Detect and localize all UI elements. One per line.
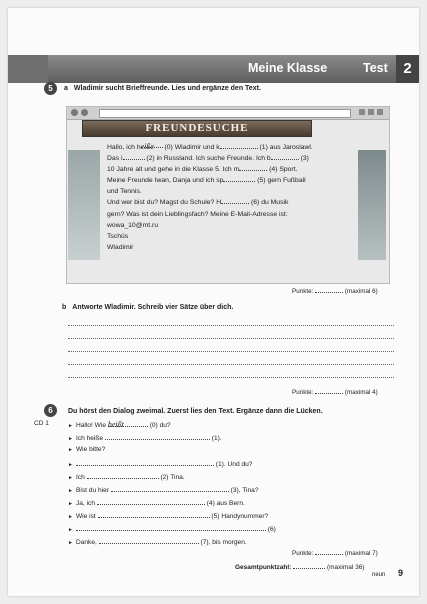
points-5b-field[interactable]: [315, 387, 343, 394]
gap-2[interactable]: [123, 153, 145, 160]
page-word: neun: [372, 572, 386, 578]
close-icon: [377, 109, 383, 115]
writing-line[interactable]: [68, 363, 394, 365]
task-letter-a: a: [64, 85, 68, 92]
letter-line: Hallo, ich heiße (0) Wladimir und k (1) aus Jaroslawl.: [107, 142, 313, 151]
browser-toolbar: [67, 107, 389, 120]
dialog-line: ► Ich (2) Tina.: [68, 474, 185, 481]
handwritten-answer: eiße: [140, 142, 154, 151]
exercise-5-number-icon: 5: [44, 82, 57, 95]
address-bar: [99, 109, 351, 118]
dialog-line: ► Hallo! Wie heißt (0) du?: [68, 420, 171, 429]
task-b-text: Antworte Wladimir. Schreib vier Sätze über dich.: [72, 304, 234, 311]
writing-line[interactable]: [68, 337, 394, 339]
gap-3[interactable]: [271, 153, 299, 160]
total-points: Gesamtpunktzahl: (maximal 36): [235, 564, 365, 571]
minimize-icon: [359, 109, 365, 115]
header-test-label: Test: [363, 61, 388, 75]
dialog-line: ► Wie bitte?: [68, 446, 106, 453]
letter-line: wowa_10@mt.ru: [107, 221, 159, 229]
header-test-number: 2: [396, 55, 419, 83]
test-header: [8, 55, 419, 83]
exercise-6-number-icon: 6: [44, 404, 57, 417]
letter-line: gern? Was ist dein Lieblingsfach? Meine E-Mail-Adresse ist:: [107, 210, 288, 218]
maximize-icon: [368, 109, 374, 115]
writing-line[interactable]: [68, 350, 394, 352]
letter-line: Und wer bist du? Magst du Schule? H (6) du Musik: [107, 199, 289, 207]
task-a-text: Wladimir sucht Brieffreunde. Lies und ergänze den Text.: [73, 85, 261, 92]
page-number: 9: [398, 568, 404, 578]
dialog-line: ► Danke, (7), bis morgen.: [68, 539, 247, 546]
gap-d4[interactable]: [97, 498, 205, 505]
points-6: Punkte: (maximal 7): [292, 550, 378, 557]
task-letter-b: b: [62, 304, 67, 311]
decorative-photo-left: [68, 150, 100, 260]
dialog-line: ► Ja, ich (4) aus Bern.: [68, 500, 245, 507]
cd-track-label: CD 1: [34, 420, 49, 427]
gap-d3[interactable]: [111, 485, 229, 492]
dialog-line: ► Ich heiße (1).: [68, 435, 222, 442]
letter-line: Meine Freunde Iwan, Danja und ich sp (5) gern Fußball: [107, 177, 306, 185]
gap-5[interactable]: [223, 175, 255, 182]
back-icon: [71, 109, 78, 116]
points-5b: Punkte: (maximal 4): [292, 389, 378, 396]
letter-line: Wladimir: [107, 243, 134, 251]
forward-icon: [81, 109, 88, 116]
gap-d2[interactable]: [87, 472, 159, 479]
workbook-page: [8, 8, 419, 596]
points-5a: Punkte: (maximal 6): [292, 288, 378, 295]
exercise-6-instruction: Du hörst den Dialog zweimal. Zuerst lies den Text. Ergänze dann die Lücken.: [68, 408, 323, 415]
writing-line[interactable]: [68, 376, 394, 378]
exercise-5a-instruction: [64, 85, 261, 92]
total-points-field[interactable]: [293, 562, 325, 569]
gap-1[interactable]: [220, 142, 258, 149]
gap-d1b[interactable]: [76, 459, 214, 466]
exercise-5b-instruction: [62, 304, 233, 311]
letter-line: 10 Jahre alt und gehe in die Klasse 5. Ich m (4) Sport.: [107, 166, 298, 174]
points-5a-field[interactable]: [315, 286, 343, 293]
header-title: Meine Klasse: [248, 61, 328, 75]
letter-line: Das i (2) in Russland. Ich suche Freunde. Ich b (3): [107, 155, 309, 163]
gap-4[interactable]: [239, 164, 267, 171]
dialog-line: ► Wie ist (5) Handynummer?: [68, 513, 269, 520]
decorative-photo-right: [358, 150, 386, 260]
gap-d7[interactable]: [99, 537, 199, 544]
letter-line: und Tennis.: [107, 188, 142, 196]
gap-6[interactable]: [221, 197, 249, 204]
dialog-line: ► (6): [68, 526, 276, 533]
handwritten-answer: heißt: [107, 420, 124, 429]
gap-d1[interactable]: [105, 433, 210, 440]
letter-text: [107, 141, 359, 253]
writing-line[interactable]: [68, 324, 394, 326]
dialog-line: ► Bist du hier (3), Tina?: [68, 487, 259, 494]
points-6-field[interactable]: [315, 548, 343, 555]
gap-d5[interactable]: [98, 511, 210, 518]
dialog-line: ► (1). Und du?: [68, 461, 253, 468]
gap-d6[interactable]: [76, 524, 266, 531]
web-banner: FREUNDESUCHE: [82, 120, 312, 137]
letter-line: Tschüs: [107, 232, 129, 240]
